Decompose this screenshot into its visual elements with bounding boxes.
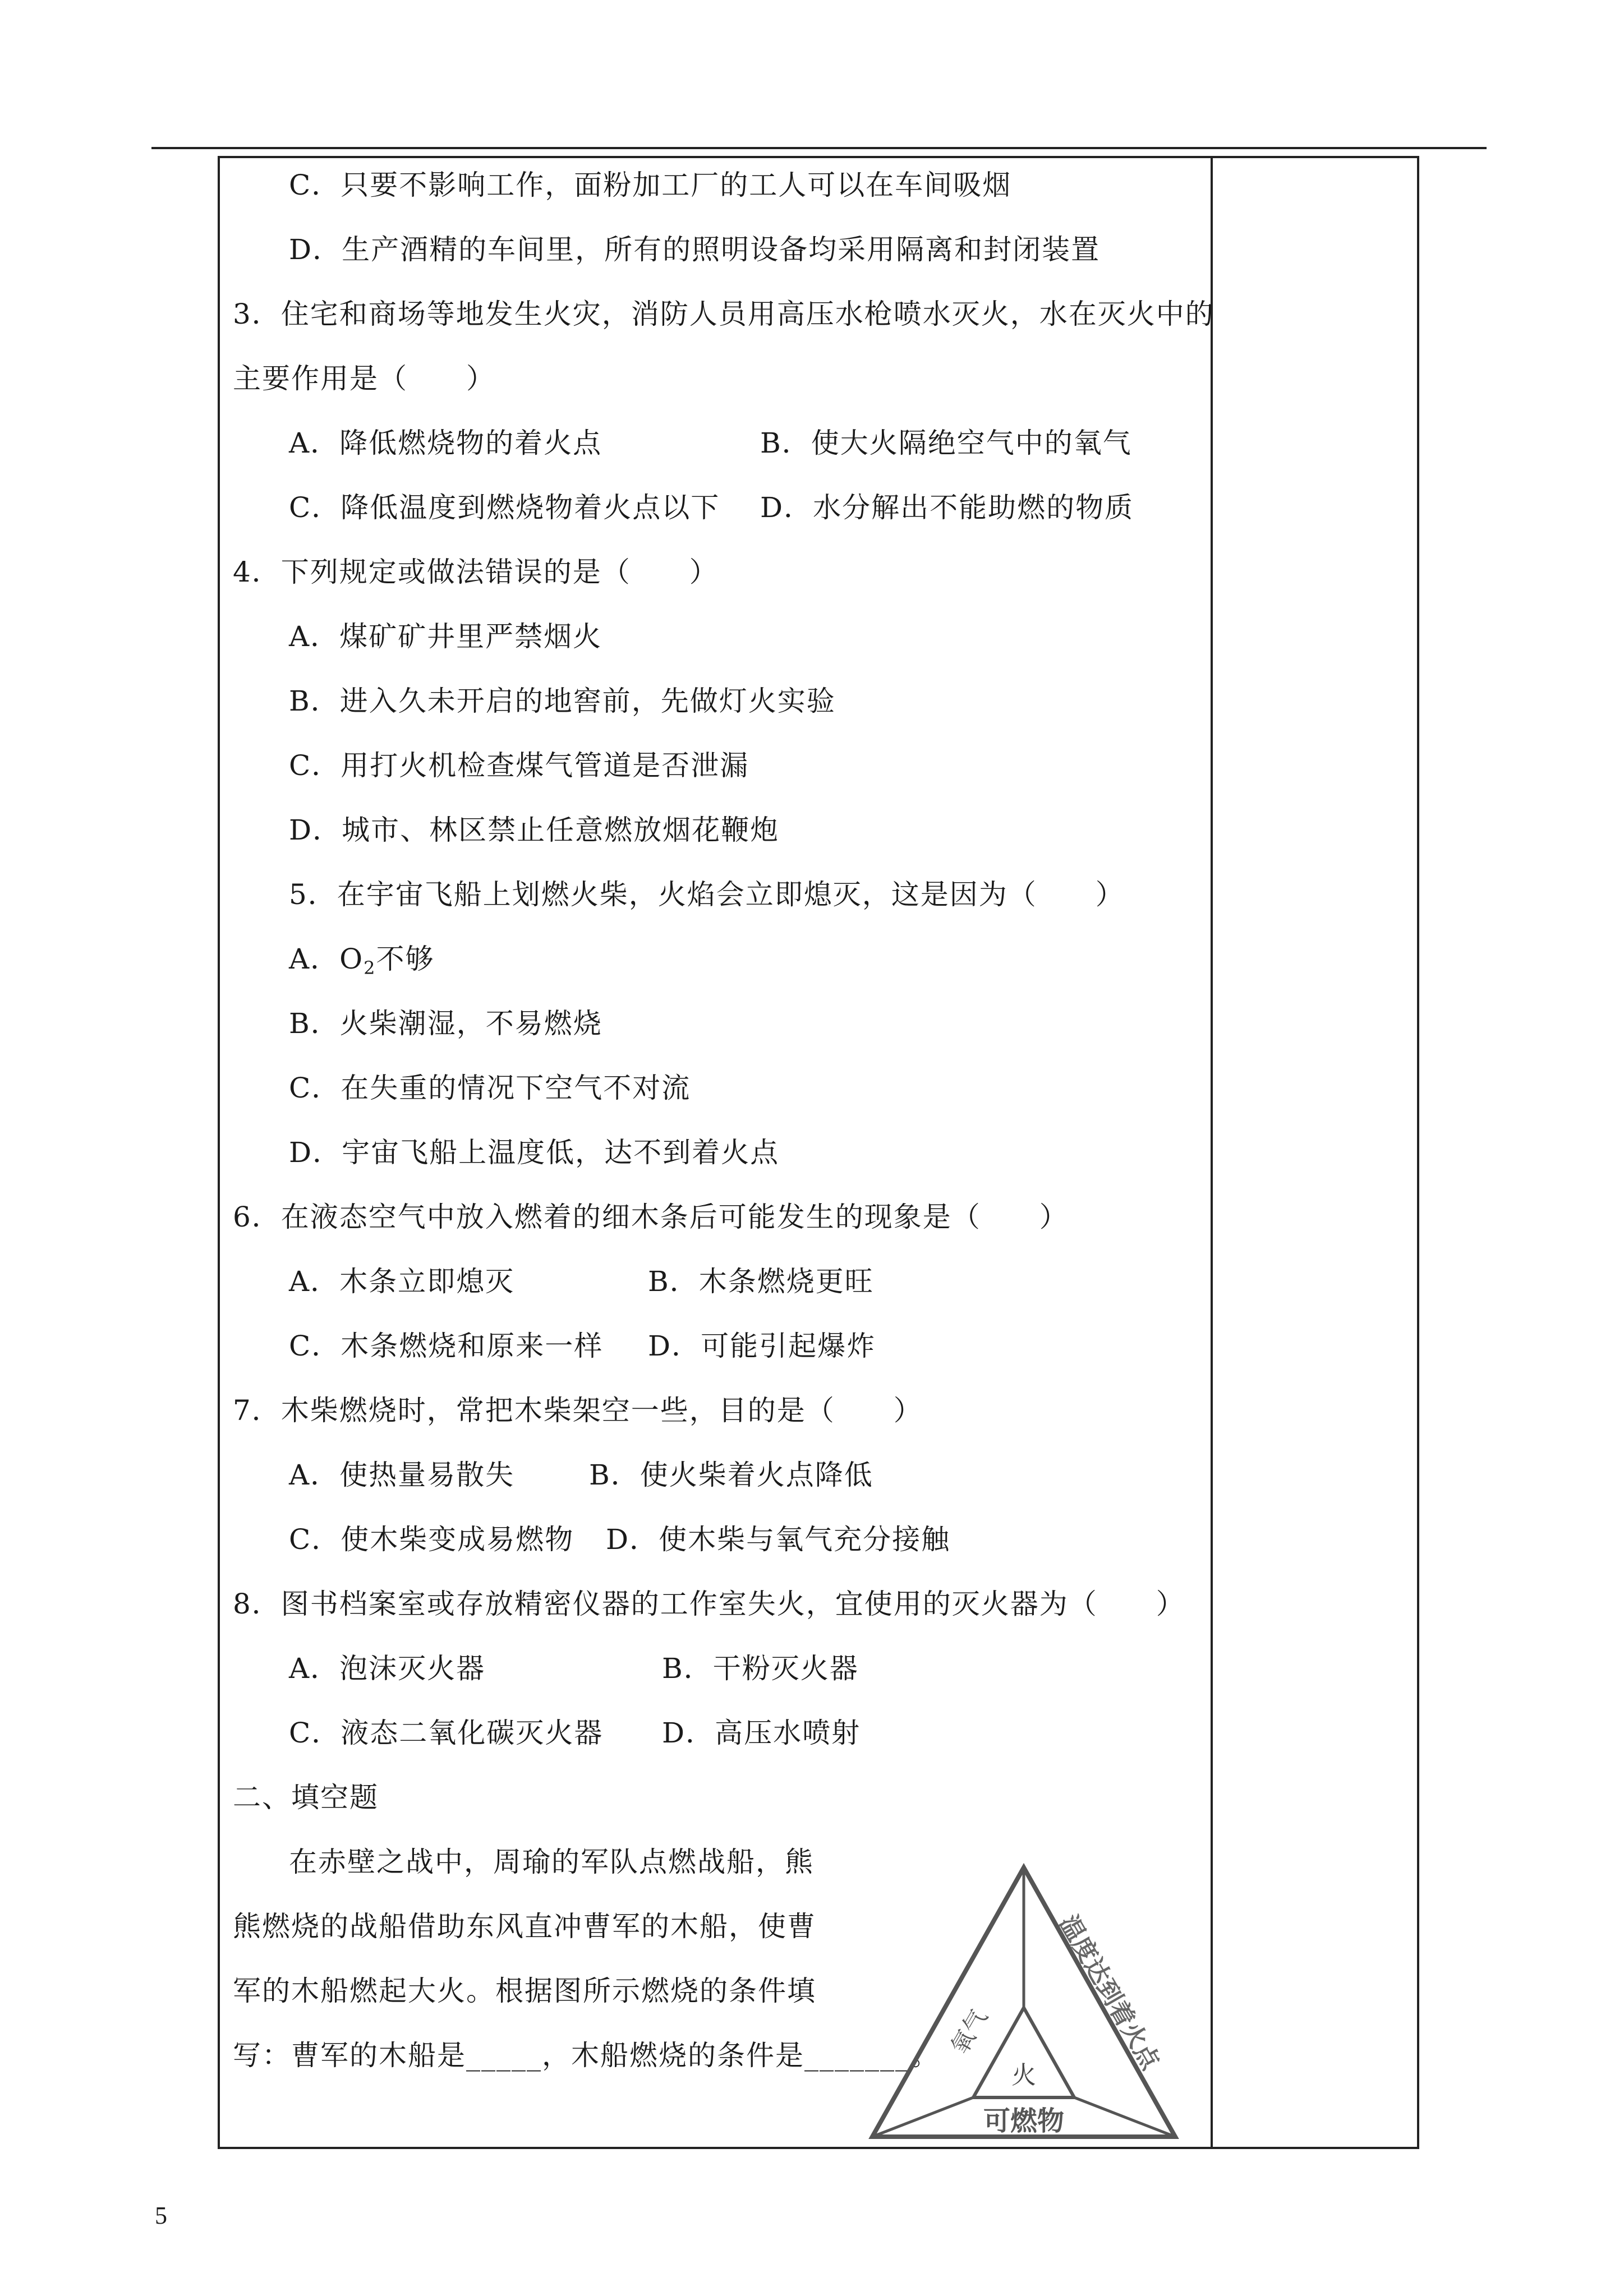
paragraph-line: 在赤壁之战中，周瑜的军队点燃战船，熊 xyxy=(289,1846,814,1878)
text-line: D．生产酒精的车间里，所有的照明设备均采用隔离和封闭装置 xyxy=(289,233,1101,266)
text-line: 7．木柴燃烧时，常把木柴架空一些，目的是（ ） xyxy=(233,1394,923,1427)
option-text: A．使热量易散失 xyxy=(289,1459,515,1491)
option-text: C．在失重的情况下空气不对流 xyxy=(289,1072,691,1104)
text-line: 6．在液态空气中放入燃着的细木条后可能发生的现象是（ ） xyxy=(233,1201,1069,1233)
option-text: A．木条立即熄灭 xyxy=(289,1265,515,1298)
option-text: D．城市、林区禁止任意燃放烟花鞭炮 xyxy=(289,814,780,846)
paragraph-line: 熊燃烧的战船借助东风直冲曹军的木船，使曹 xyxy=(233,1910,816,1943)
option-text: B．火柴潮湿，不易燃烧 xyxy=(289,1007,602,1040)
label-combustible: 可燃物 xyxy=(983,2105,1065,2137)
option-text: A．$O_2$不够 xyxy=(289,943,435,979)
option-text: B．干粉灭火器 xyxy=(662,1652,859,1685)
paragraph-line: 写：曹军的木船是_____，木船燃烧的条件是_______。 xyxy=(233,2039,940,2072)
section-heading: 二、填空题 xyxy=(233,1781,379,1814)
page-number: 5 xyxy=(155,2202,167,2229)
option-text: D．宇宙飞船上温度低，达不到着火点 xyxy=(289,1136,780,1169)
option-text: D．水分解出不能助燃的物质 xyxy=(760,491,1134,524)
option-text: C．用打火机检查煤气管道是否泄漏 xyxy=(289,749,749,782)
option-text: D．可能引起爆炸 xyxy=(648,1330,876,1362)
text-line: C．只要不影响工作，面粉加工厂的工人可以在车间吸烟 xyxy=(289,169,1012,201)
label-oxygen: 氧气 xyxy=(945,2004,993,2059)
option-text: D．高压水喷射 xyxy=(662,1717,861,1749)
option-text: B．进入久未开启的地窖前，先做灯火实验 xyxy=(289,685,836,717)
label-fire: 火 xyxy=(1011,2061,1036,2090)
divider-right xyxy=(1074,2097,1175,2137)
divider-left xyxy=(872,2097,973,2137)
paragraph-line: 军的木船燃起大火。根据图所示燃烧的条件填 xyxy=(233,1975,816,2007)
text-line: 5．在宇宙飞船上划燃火柴，火焰会立即熄灭，这是因为（ ） xyxy=(289,878,1125,911)
option-text: C．使木柴变成易燃物 xyxy=(289,1523,574,1556)
option-text: C．木条燃烧和原来一样 xyxy=(289,1330,604,1362)
table-column-divider xyxy=(1211,156,1213,2149)
text-line: 主要作用是（ ） xyxy=(233,362,495,395)
combustion-triangle-diagram xyxy=(861,1862,1186,2142)
text-line: 8．图书档案室或存放精密仪器的工作室失火，宜使用的灭火器为（ ） xyxy=(233,1588,1185,1620)
option-text: B．使火柴着火点降低 xyxy=(589,1459,873,1491)
option-text: C．液态二氧化碳灭火器 xyxy=(289,1717,604,1749)
header-rule xyxy=(151,147,1487,149)
option-text: A．泡沫灭火器 xyxy=(289,1652,486,1685)
option-text: D．使木柴与氧气充分接触 xyxy=(606,1523,951,1556)
option-text: A．煤矿矿井里严禁烟火 xyxy=(289,620,602,653)
option-text: C．降低温度到燃烧物着火点以下 xyxy=(289,491,720,524)
option-text: B．木条燃烧更旺 xyxy=(648,1265,874,1298)
text-line: 4．下列规定或做法错误的是（ ） xyxy=(233,556,719,588)
option-text: A．降低燃烧物的着火点 xyxy=(289,427,602,459)
label-ignition-temperature: 温度达到着火点 xyxy=(1053,1910,1165,2074)
text-line: 3．住宅和商场等地发生火灾，消防人员用高压水枪喷水灭火，水在灭火中的 xyxy=(233,298,1214,330)
option-text: B．使大火隔绝空气中的氧气 xyxy=(760,427,1132,459)
